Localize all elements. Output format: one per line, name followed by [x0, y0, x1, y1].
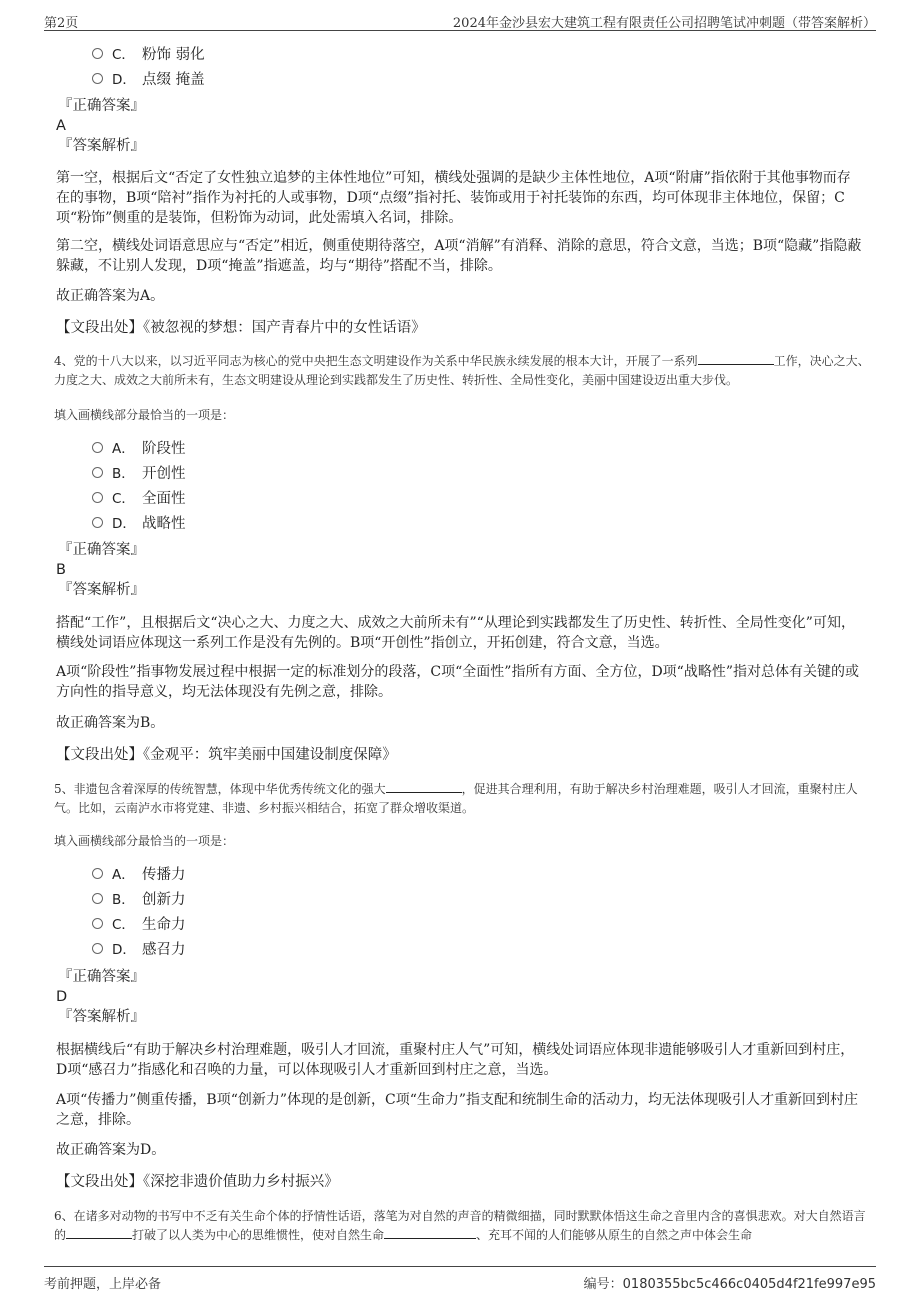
option-b[interactable]: B． 开创性: [92, 464, 186, 484]
source-citation: 【文段出处】《金观平：筑牢美丽中国建设制度保障》: [56, 747, 397, 763]
option-c[interactable]: C． 生命力: [92, 915, 186, 935]
question-hint: 填入画横线部分最恰当的一项是：: [54, 408, 235, 422]
analysis-paragraph: 搭配“工作”，且根据后文“决心之大、力度之大、成效之大前所未有”“从理论到实践都发生了历史性、转折性、全局性变化”可知，横线处词语应体现这一系列工作是没有先例的。B项“开创性”指创立，开拓创建，符合文意，当选。: [56, 615, 855, 651]
blank-line: [698, 352, 774, 365]
radio-icon[interactable]: [92, 893, 103, 904]
answer-label: 『正确答案』: [58, 542, 145, 558]
analysis-conclusion: 故正确答案为D。: [56, 1142, 166, 1158]
analysis-label: 『答案解析』: [58, 138, 145, 154]
question-hint: 填入画横线部分最恰当的一项是：: [54, 834, 235, 848]
option-d[interactable]: D． 点缀 掩盖: [92, 70, 205, 90]
option-b[interactable]: B． 创新力: [92, 890, 186, 910]
question-5-text: 5、非遗包含着深厚的传统智慧，体现中华优秀传统文化的强大 ，促进其合理利用，有助于解决乡村治理难题，吸引人才回流，重聚村庄人气。比如，云南泸水市将党建、非遗、乡村振兴相结合，拓宽了群众增收渠道。: [54, 782, 858, 815]
analysis-paragraph: 第一空，根据后文“否定了女性独立追梦的主体性地位”可知，横线处强调的是缺少主体性地位，A项“附庸”指依附于其他事物而存在的事物，B项“陪衬”指作为衬托的人或事物，D项“点缀”指衬托、装饰或用于衬托装饰的东西，均可体现非主体地位，保留；C项“粉饰”侧重的是装饰，但粉饰为动词，此处需填入名词，排除。: [56, 170, 851, 226]
answer-label: 『正确答案』: [58, 98, 145, 114]
footer-slogan: 考前押题，上岸必备: [44, 1277, 162, 1292]
source-citation: 【文段出处】《被忽视的梦想：国产青春片中的女性话语》: [56, 320, 426, 336]
analysis-label: 『答案解析』: [58, 582, 145, 598]
analysis-conclusion: 故正确答案为A。: [56, 288, 165, 304]
answer-label: 『正确答案』: [58, 969, 145, 985]
document-title: 2024年金沙县宏大建筑工程有限责任公司招聘笔试冲刺题（带答案解析）: [452, 16, 876, 31]
analysis-paragraph: 根据横线后“有助于解决乡村治理难题，吸引人才回流，重聚村庄人气”可知，横线处词语应体现非遗能够吸引人才重新回到村庄，D项“感召力”指感化和召唤的力量，可以体现吸引人才重新回到村庄之意，当选。: [56, 1042, 855, 1078]
analysis-label: 『答案解析』: [58, 1009, 145, 1025]
option-c[interactable]: C． 全面性: [92, 489, 186, 509]
option-a[interactable]: A． 传播力: [92, 865, 186, 885]
blank-line: [66, 1226, 132, 1239]
question-6-text: 6、在诸多对动物的书写中不乏有关生命个体的抒情性话语，落笔为对自然的声音的精微细描，同时默默体悟这生命之音里内含的喜惧悲欢。对大自然语言的 打破了以人类为中心的思维惯性，使对自然生命 、充耳不闻的人们能够从原生的自然之声中体会生命: [54, 1209, 866, 1242]
analysis-paragraph: A项“传播力”侧重传播，B项“创新力”体现的是创新，C项“生命力”指支配和统制生命的活动力，均无法体现吸引人才重新回到村庄之意，排除。: [56, 1092, 859, 1128]
radio-icon[interactable]: [92, 73, 103, 84]
correct-answer: B: [56, 562, 66, 578]
radio-icon[interactable]: [92, 517, 103, 528]
blank-line: [386, 780, 462, 793]
option-c[interactable]: C． 粉饰 弱化: [92, 45, 205, 65]
radio-icon[interactable]: [92, 868, 103, 879]
radio-icon[interactable]: [92, 467, 103, 478]
radio-icon[interactable]: [92, 943, 103, 954]
radio-icon[interactable]: [92, 48, 103, 59]
analysis-paragraph: 第二空，横线处词语意思应与“否定”相近，侧重使期待落空，A项“消解”有消释、消除的意思，符合文意，当选；B项“隐藏”指隐蔽躲藏，不让别人发现，D项“掩盖”指遮盖，均与“期待”搭配不当，排除。: [56, 238, 862, 274]
correct-answer: D: [56, 989, 68, 1005]
correct-answer: A: [56, 118, 66, 134]
page-header: [44, 10, 876, 31]
option-d[interactable]: D． 战略性: [92, 514, 186, 534]
page-footer: [44, 1266, 876, 1293]
analysis-paragraph: A项“阶段性”指事物发展过程中根据一定的标准划分的段落，C项“全面性”指所有方面、全方位，D项“战略性”指对总体有关键的或方向性的指导意义，均无法体现没有先例之意，排除。: [56, 664, 859, 700]
analysis-conclusion: 故正确答案为B。: [56, 715, 165, 731]
blank-line: [384, 1226, 476, 1239]
radio-icon[interactable]: [92, 442, 103, 453]
radio-icon[interactable]: [92, 492, 103, 503]
option-a[interactable]: A． 阶段性: [92, 439, 186, 459]
page-number: 第2页: [44, 16, 79, 31]
document-id: 编号：0180355bc5c466c0405d4f21fe997e95: [583, 1277, 876, 1292]
option-d[interactable]: D． 感召力: [92, 940, 186, 960]
source-citation: 【文段出处】《深挖非遗价值助力乡村振兴》: [56, 1174, 339, 1190]
question-4-text: 4、党的十八大以来，以习近平同志为核心的党中央把生态文明建设作为关系中华民族永续发展的根本大计，开展了一系列 工作，决心之大、力度之大、成效之大前所未有，生态文明建设从理论到实践都发生了历史性、转折性、全局性变化，美丽中国建设迈出重大步伐。: [54, 354, 870, 387]
radio-icon[interactable]: [92, 918, 103, 929]
